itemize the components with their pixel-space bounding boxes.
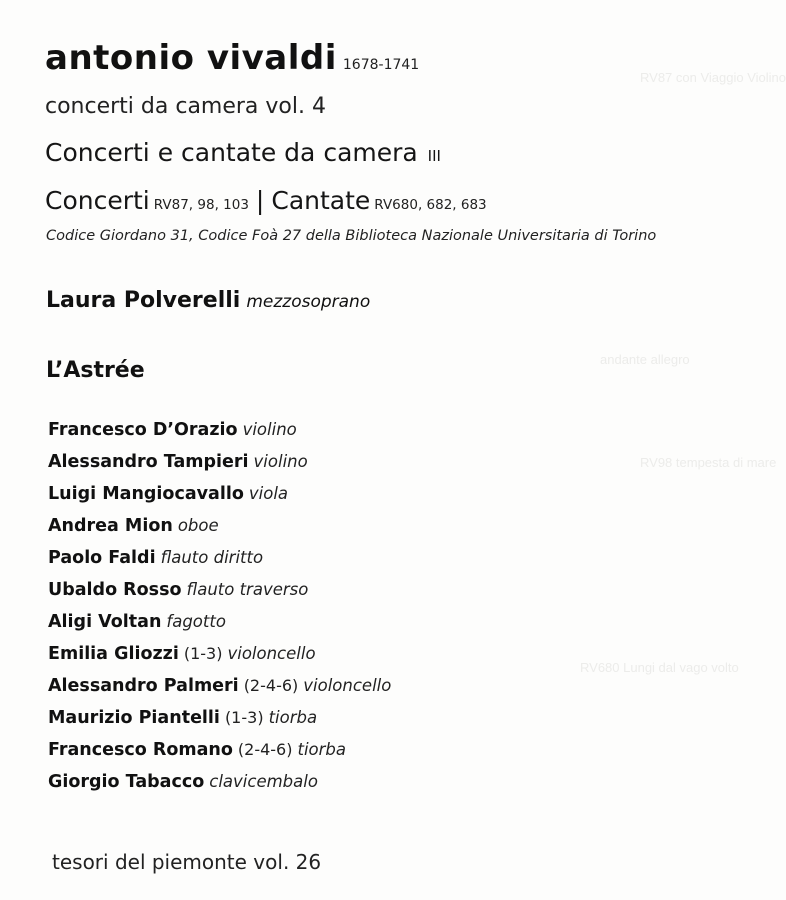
musician-row [48, 416, 391, 448]
musician-name: Francesco D’Orazio [48, 420, 238, 440]
musician-list [48, 416, 391, 800]
musician-instrument: violino [253, 452, 308, 471]
musician-row [48, 768, 391, 800]
musician-row [48, 512, 391, 544]
musician-parts: (2-4-6) [243, 676, 299, 695]
musician-instrument: fagotto [166, 612, 226, 631]
musician-name: Emilia Gliozzi [48, 644, 179, 664]
musician-parts: (2-4-6) [237, 740, 293, 759]
musician-name: Andrea Mion [48, 516, 173, 536]
series-title: concerti da camera vol. 4 [45, 94, 326, 119]
manuscript-source: Codice Giordano 31, Codice Foà 27 della Biblioteca Nazionale Universitaria di Torino [46, 228, 657, 244]
volume-numeral: III [427, 147, 441, 165]
show-through-text: RV680 Lungi dal vago volto [580, 660, 739, 675]
musician-instrument: tiorba [268, 708, 318, 727]
musician-instrument: violoncello [303, 676, 392, 695]
soloist-name: Laura Polverelli [46, 288, 241, 313]
album-subtitle [45, 138, 441, 167]
soloist-role: mezzosoprano [246, 292, 371, 312]
musician-row [48, 672, 391, 704]
musician-instrument: viola [248, 484, 289, 503]
works-separator: | [255, 186, 265, 215]
cantate-catalog: RV680, 682, 683 [374, 197, 487, 213]
musician-name: Alessandro Palmeri [48, 676, 239, 696]
concerti-label: Concerti [45, 186, 150, 215]
show-through-text: RV87 con Viaggio Violino [640, 70, 786, 85]
works-line [45, 186, 487, 215]
musician-name: Maurizio Piantelli [48, 708, 220, 728]
musician-row [48, 608, 391, 640]
musician-name: Paolo Faldi [48, 548, 156, 568]
show-through-text: RV98 tempesta di mare [640, 455, 777, 470]
show-through-text: andante allegro [600, 352, 690, 367]
cantate-label: Cantate [271, 186, 371, 215]
musician-name: Giorgio Tabacco [48, 772, 205, 792]
musician-name: Aligi Voltan [48, 612, 162, 632]
composer-name: antonio vivaldi [45, 38, 337, 78]
composer-heading [45, 38, 419, 78]
musician-row [48, 640, 391, 672]
subtitle-text: Concerti e cantate da camera [45, 138, 418, 167]
musician-parts: (1-3) [183, 644, 223, 663]
musician-name: Alessandro Tampieri [48, 452, 249, 472]
musician-instrument: flauto diritto [160, 548, 264, 567]
musician-row [48, 736, 391, 768]
ensemble-name: L’Astrée [46, 358, 145, 383]
musician-row [48, 544, 391, 576]
series-footer: tesori del piemonte vol. 26 [52, 850, 322, 874]
composer-dates: 1678-1741 [342, 57, 420, 73]
musician-instrument: flauto traverso [186, 580, 309, 599]
musician-instrument: violoncello [227, 644, 316, 663]
musician-instrument: tiorba [297, 740, 347, 759]
musician-row [48, 448, 391, 480]
musician-instrument: clavicembalo [209, 772, 318, 791]
musician-row [48, 576, 391, 608]
musician-row [48, 704, 391, 736]
musician-name: Francesco Romano [48, 740, 233, 760]
musician-instrument: violino [242, 420, 297, 439]
musician-instrument: oboe [177, 516, 219, 535]
musician-name: Luigi Mangiocavallo [48, 484, 244, 504]
soloist-credit [46, 288, 370, 313]
musician-name: Ubaldo Rosso [48, 580, 182, 600]
musician-parts: (1-3) [224, 708, 264, 727]
musician-row [48, 480, 391, 512]
concerti-catalog: RV87, 98, 103 [153, 197, 249, 213]
